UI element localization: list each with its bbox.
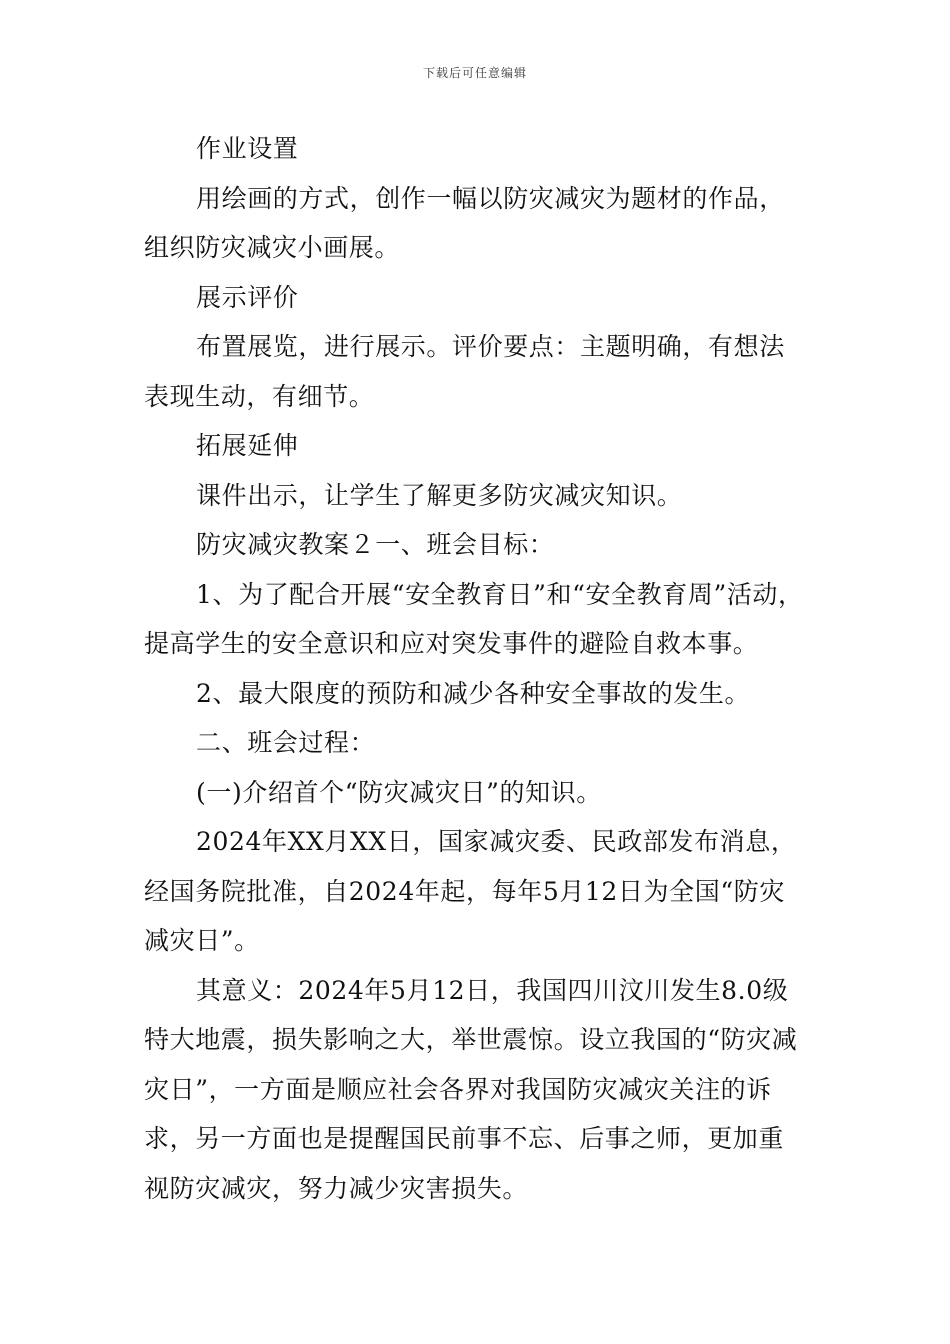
- paragraph-evaluation: 布置展览，进行展示。评价要点：主题明确，有想法表现生动，有细节。: [144, 332, 785, 411]
- page-header-note: 下载后可任意编辑: [422, 66, 527, 80]
- paragraph-announcement: 2024年XX月XX日，国家减灾委、民政部发布消息，经国务院批准，自2024年起，每年5月12日为全国“防灾减灾日”。: [144, 827, 797, 955]
- section-heading-evaluation: 展示评价: [196, 282, 299, 312]
- section-heading-process: 二、班会过程：: [196, 728, 376, 757]
- paragraph-significance: 其意义：2024年5月12日，我国四川汶川发生8.0级特大地震，损失影响之大，举世震惊。设立我国的“防灾减灾日”，一方面是顺应社会各界对我国防灾减灾关注的诉求，另一方面也是提醒国民前事不忘、后事之师，更加重视防灾减灾，努力减少灾害损失。: [144, 975, 798, 1203]
- paragraph-extension: 课件出示，让学生了解更多防灾减灾知识。: [196, 480, 683, 510]
- section-heading-homework: 作业设置: [196, 134, 299, 163]
- document-body: [144, 124, 808, 1213]
- lesson-plan-heading: 防灾减灾教案２一、班会目标：: [196, 530, 555, 559]
- process-item-1: (一)介绍首个“防灾减灾日”的知识。: [196, 777, 602, 807]
- goal-item-2: 2、最大限度的预防和减少各种安全事故的发生。: [196, 678, 751, 708]
- goal-item-1: 1、为了配合开展“安全教育日”和“安全教育周”活动，提高学生的安全意识和应对突发事件的避险自救本事。: [144, 579, 804, 658]
- section-heading-extension: 拓展延伸: [196, 431, 299, 460]
- paragraph-homework: 用绘画的方式，创作一幅以防灾减灾为题材的作品，组织防灾减灾小画展。: [144, 183, 785, 262]
